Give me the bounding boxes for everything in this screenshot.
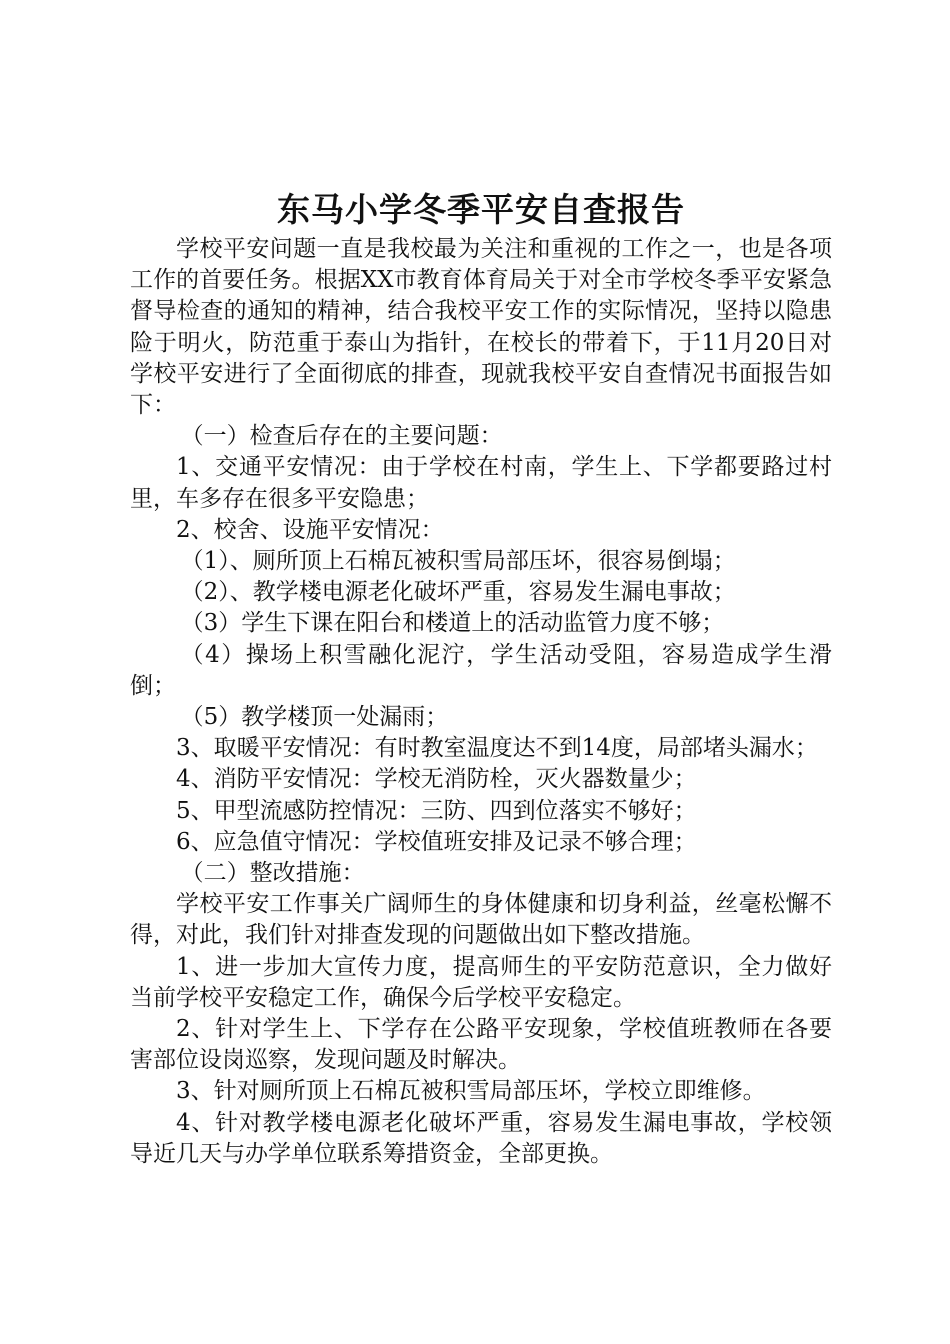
facility-subitem-4: （4）操场上积雪融化泥泞，学生活动受阻，容易造成学生滑倒； [130,641,832,699]
problem-item-traffic: 1、交通平安情况：由于学校在村南，学生上、下学都要路过村里，车多存在很多平安隐患； [130,454,832,512]
section-heading-measures: （二）整改措施： [180,860,365,887]
facility-subitem-5: （5）教学楼顶一处漏雨； [180,704,449,731]
facility-subitem-2: （2）、教学楼电源老化破坏严重，容易发生漏电事故； [180,579,736,606]
section-heading-problems: （一）检查后存在的主要问题： [180,423,503,450]
document-title: 东马小学冬季平安自查报告 [277,190,685,229]
measure-item-1: 1、进一步加大宣传力度，提高师生的平安防范意识，全力做好当前学校平安稳定工作，确保今后学校平安稳定。 [130,953,832,1011]
problem-item-heating: 3、取暖平安情况：有时教室温度达不到14度，局部堵头漏水； [176,735,818,762]
problem-item-duty: 6、应急值守情况：学校值班安排及记录不够合理； [176,828,697,855]
measure-item-2: 2、针对学生上、下学存在公路平安现象，学校值班教师在各要害部位设岗巡察，发现问题及时解决。 [130,1016,832,1074]
problem-item-facilities: 2、校舍、设施平安情况： [176,516,444,543]
measures-intro-paragraph: 学校平安工作事关广阔师生的身体健康和切身利益，丝毫松懈不得，对此，我们针对排查发现的问题做出如下整改措施。 [130,891,832,949]
problem-item-fire: 4、消防平安情况：学校无消防栓，灭火器数量少； [176,766,697,793]
facility-subitem-1: （1）、厕所顶上石棉瓦被积雪局部压坏，很容易倒塌； [180,548,736,575]
problem-item-flu: 5、甲型流感防控情况：三防、四到位落实不够好； [176,797,697,824]
intro-paragraph: 学校平安问题一直是我校最为关注和重视的工作之一，也是各项工作的首要任务。根据XX市教育体育局关于对全市学校冬季平安紧急督导检查的通知的精神，结合我校平安工作的实际情况，坚持以隐患险于明火，防范重于泰山为指针，在校长的带着下，于11月20日对学校平安进行了全面彻底的排查，现就我校平安自查情况书面报告如下： [130,236,832,419]
measure-item-3: 3、针对厕所顶上石棉瓦被积雪局部压坏，学校立即维修。 [176,1078,766,1105]
measure-item-4: 4、针对教学楼电源老化破坏严重，容易发生漏电事故，学校领导近几天与办学单位联系筹措资金，全部更换。 [130,1109,832,1167]
facility-subitem-3: （3）学生下课在阳台和楼道上的活动监管力度不够； [180,610,725,637]
document-page [130,188,832,1170]
